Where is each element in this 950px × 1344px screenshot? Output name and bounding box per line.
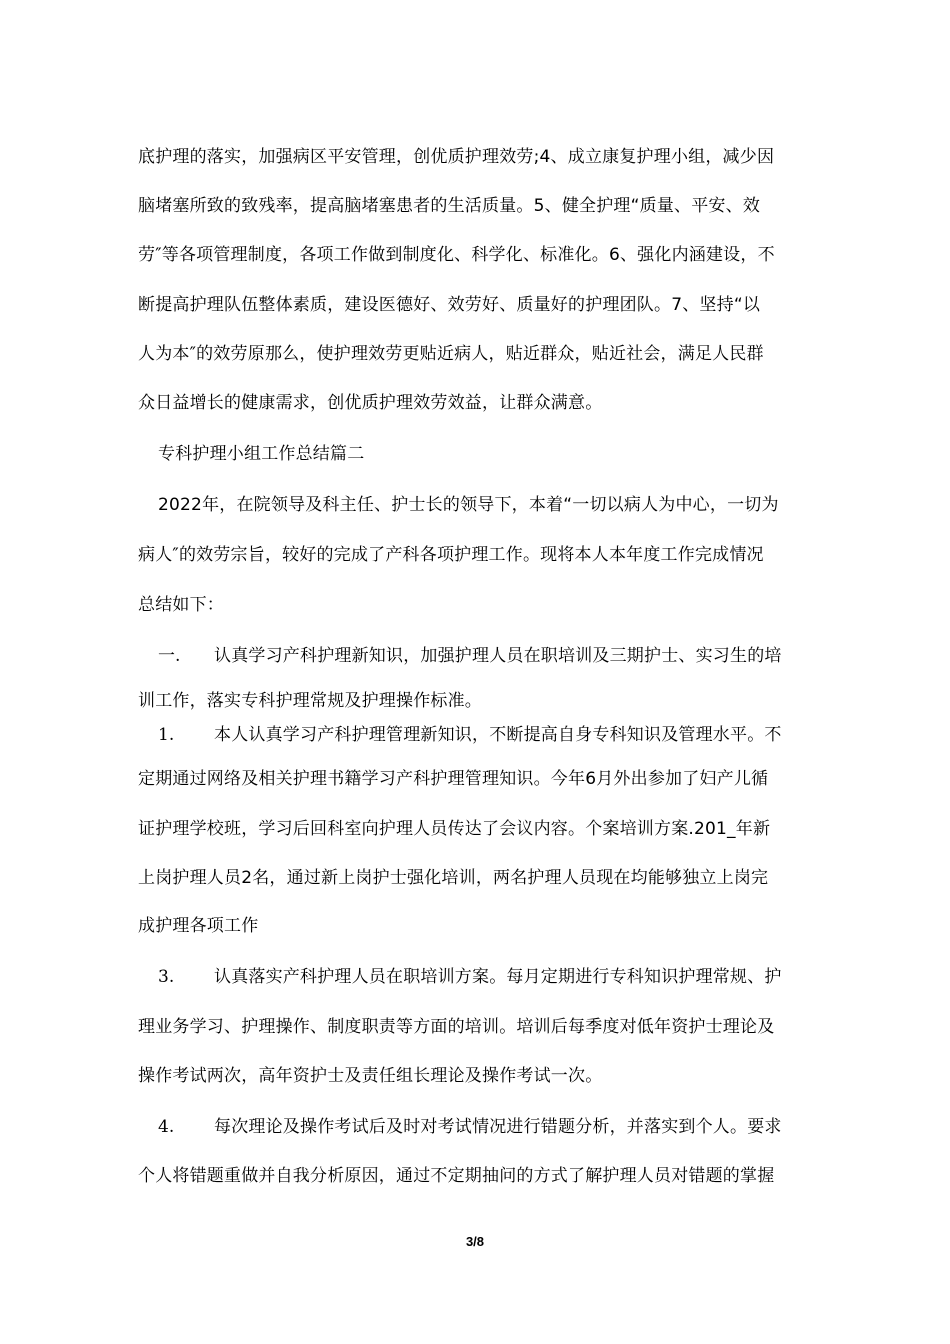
intro-line: 总结如下：	[138, 595, 224, 615]
paragraph-line: 断提高护理队伍整体素质，建设医德好、效劳好、质量好的护理团队。7、坚持“以	[138, 295, 761, 315]
item4-line: 每次理论及操作考试后及时对考试情况进行错题分析，并落实到个人。要求	[214, 1117, 782, 1137]
section-title: 专科护理小组工作总结篇二	[158, 444, 365, 464]
heading-one-line: 认真学习产科护理新知识，加强护理人员在职培训及三期护士、实习生的培	[214, 646, 782, 666]
paragraph-line: 众日益增长的健康需求，创优质护理效劳效益，让群众满意。	[138, 393, 603, 413]
item3-line: 理业务学习、护理操作、制度职责等方面的培训。培训后每季度对低年资护士理论及	[138, 1017, 775, 1037]
item1-line: 成护理各项工作	[138, 916, 259, 936]
item1-line: 定期通过网络及相关护理书籍学习产科护理管理知识。今年6月外出参加了妇产儿循	[138, 769, 769, 789]
paragraph-line: 人为本″的效劳原那么，使护理效劳更贴近病人，贴近群众，贴近社会，满足人民群	[138, 344, 764, 364]
paragraph-line: 脑堵塞所致的致残率，提高脑堵塞患者的生活质量。5、健全护理“质量、平安、效	[138, 196, 761, 216]
item1-line: 证护理学校班，学习后回科室向护理人员传达了会议内容。个案培训方案.201_年新	[138, 819, 771, 839]
intro-line: 2022年，在院领导及科主任、护士长的领导下，本着“一切以病人为中心，一切为	[158, 495, 779, 515]
intro-line: 病人″的效劳宗旨，较好的完成了产科各项护理工作。现将本人本年度工作完成情况	[138, 545, 764, 565]
page-number: 3/8	[465, 1234, 485, 1249]
paragraph-line: 底护理的落实，加强病区平安管理，创优质护理效劳;4、成立康复护理小组，减少因	[138, 147, 775, 167]
item3-line: 操作考试两次，高年资护士及责任组长理论及操作考试一次。	[138, 1066, 603, 1086]
item4-line: 个人将错题重做并自我分析原因，通过不定期抽问的方式了解护理人员对错题的掌握	[138, 1166, 775, 1186]
item3-marker: 3.	[158, 967, 175, 987]
heading-one-line: 训工作，落实专科护理常规及护理操作标准。	[138, 691, 482, 711]
item1-line: 上岗护理人员2名，通过新上岗护士强化培训，两名护理人员现在均能够独立上岗完	[138, 868, 769, 888]
heading-one-marker: 一.	[158, 646, 181, 666]
paragraph-line: 劳″等各项管理制度，各项工作做到制度化、科学化、标准化。6、强化内涵建设，不	[138, 245, 775, 265]
item1-line: 本人认真学习产科护理管理新知识，不断提高自身专科知识及管理水平。不	[214, 725, 782, 745]
item3-line: 认真落实产科护理人员在职培训方案。每月定期进行专科知识护理常规、护	[214, 967, 782, 987]
item1-marker: 1.	[158, 725, 175, 745]
item4-marker: 4.	[158, 1117, 175, 1137]
